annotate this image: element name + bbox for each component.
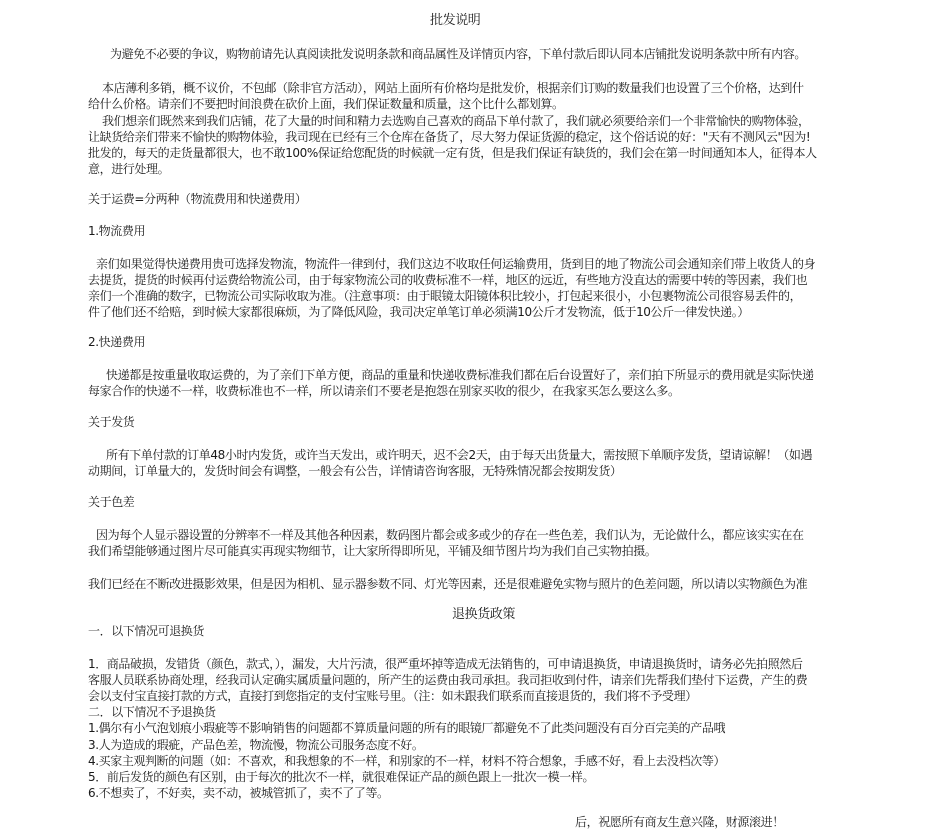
returns-item2-line: 3.人为造成的瑕疵，产品色差，物流慢，物流公司服务态度不好。 <box>88 738 424 752</box>
color-heading: 关于色差 <box>88 495 135 509</box>
stock-paragraph-line: 意，进行处理。 <box>88 162 170 176</box>
pricing-paragraph-line: 给什么价格。请亲们不要把时间浪费在砍价上面，我们保证数量和质量，这个比什么都划算。 <box>88 97 564 111</box>
wholesale-title: 批发说明 <box>430 13 481 28</box>
returns-title: 退换货政策 <box>452 607 516 622</box>
logistics-text-line: 亲们如果觉得快递费用贵可选择发物流，物流件一律到付，我们这边不收取任何运输费用，货到目的地了物流公司会通知亲们带上收货人的身 <box>96 257 816 271</box>
logistics-heading: 1.物流费用 <box>88 224 146 238</box>
color-text-line: 因为每个人显示器设置的分辨率不一样及其他各种因素，数码图片都会或多或少的存在一些色差，我们认为，无论做什么，都应该实实在在 <box>96 528 804 542</box>
color-text-line: 我们希望能够通过图片尽可能真实再现实物细节，让大家所得即所见，平铺及细节图片均为我们自己实物拍摄。 <box>88 544 657 558</box>
logistics-text-line: 去提货，提货的时候再付运费给物流公司，由于每家物流公司的收费标准不一样，地区的远近，有些地方没直达的需要中转的等因素，我们也 <box>88 273 808 287</box>
closing-wish: 后，祝愿所有商友生意兴隆，财源滚进！ <box>575 815 784 829</box>
returns-section1-heading: 一．以下情况可退换货 <box>88 624 205 638</box>
wholesale-intro: 为避免不必要的争议，购物前请先认真阅读批发说明条款和商品属性及详情页内容，下单付款后即认同本店铺批发说明条款中所有内容。 <box>110 47 807 61</box>
express-text-line: 每家合作的快递不一样，收费标准也不一样，所以请亲们不要老是抱怨在别家买收的很少，在我家买怎么要这么多。 <box>88 384 680 398</box>
returns-item1-line: 客服人员联系协商处理，经我司认定确实属质量问题的，所产生的运费由我司承担。我司拒收到付件，请亲们先帮我们垫付下运费，产生的费 <box>88 673 808 687</box>
delivery-heading: 关于发货 <box>88 415 135 429</box>
color-text-line: 我们已经在不断改进摄影效果，但是因为相机、显示器参数不同、灯光等因素，还是很难避免实物与照片的色差问题，所以请以实物颜色为准 <box>88 577 808 591</box>
returns-item2-line: 4.买家主观判断的问题（如：不喜欢，和我想象的不一样，和别家的不一样，材料不符合想象，手感不好，看上去没档次等） <box>88 754 726 768</box>
delivery-text-line: 所有下单付款的订单48小时内发货，或许当天发出，或许明天，迟不会2天，由于每天出货量大，需按照下单顺序发货，望请谅解！（如遇 <box>106 448 813 462</box>
logistics-text-line: 件了他们还不给赔，到时候大家都很麻烦，为了降低风险，我司决定单笔订单必须满10公斤才发物流，低于10公斤一律发快递。） <box>88 305 749 319</box>
delivery-text-line: 动期间，订单量大的，发货时间会有调整，一般会有公告，详情请咨询客服，无特殊情况都会按期发货） <box>88 464 622 478</box>
returns-section2-heading: 二．以下情况不予退换货 <box>88 705 216 719</box>
returns-item2-line: 1.偶尔有小气泡划痕小瑕疵等不影响销售的问题都不算质量问题的所有的眼镜厂都避免不了此类问题没有百分百完美的产品哦 <box>88 721 726 735</box>
returns-item2-line: 6.不想卖了，不好卖，卖不动，被城管抓了，卖不了了等。 <box>88 786 389 800</box>
stock-paragraph-line: 我们想亲们既然来到我们店铺，花了大量的时间和精力去选购自己喜欢的商品下单付款了，我们就必须要给亲们一个非常愉快的购物体验， <box>102 114 810 128</box>
stock-paragraph-line: 批发的，每天的走货量都很大，也不敢100%保证给您配货的时候就一定有货，但是我们保证有缺货的，我们会在第一时间通知本人，征得本人 <box>88 146 817 160</box>
stock-paragraph-line: 让缺货给亲们带来不愉快的购物体验，我司现在已经有三个仓库在备货了，尽大努力保证货源的稳定，这个俗话说的好："天有不测风云"因为! <box>88 130 811 144</box>
logistics-text-line: 亲们一个准确的数字，已物流公司实际收取为准。（注意事项：由于眼镜太阳镜体积比较小，打包起来很小，小包裹物流公司很容易丢件的， <box>88 289 802 303</box>
returns-item1-line: 1．商品破损，发错货（颜色，款式，），漏发，大片污渍，很严重坏掉等造成无法销售的，可申请退换货，申请退换货时，请务必先拍照然后 <box>88 657 803 671</box>
returns-item1-line: 会以支付宝直接打款的方式，直接打到您指定的支付宝账号里。（注：如未跟我们联系而直接退货的，我们将不予受理） <box>88 689 697 703</box>
shipping-heading: 关于运费=分两种（物流费用和快递费用） <box>88 192 307 206</box>
returns-item2-line: 5．前后发货的颜色有区别，由于每次的批次不一样，就很难保证产品的颜色跟上一批次一模一样。 <box>88 770 595 784</box>
express-heading: 2.快递费用 <box>88 335 146 349</box>
pricing-paragraph-line: 本店薄利多销，概不议价，不包邮（除非官方活动），网站上面所有价格均是批发价，根据亲们订购的数量我们也设置了三个价格，达到什 <box>102 81 804 95</box>
express-text-line: 快递都是按重量收取运费的，为了亲们下单方便，商品的重量和快递收费标准我们都在后台设置好了，亲们拍下所显示的费用就是实际快递 <box>106 368 814 382</box>
